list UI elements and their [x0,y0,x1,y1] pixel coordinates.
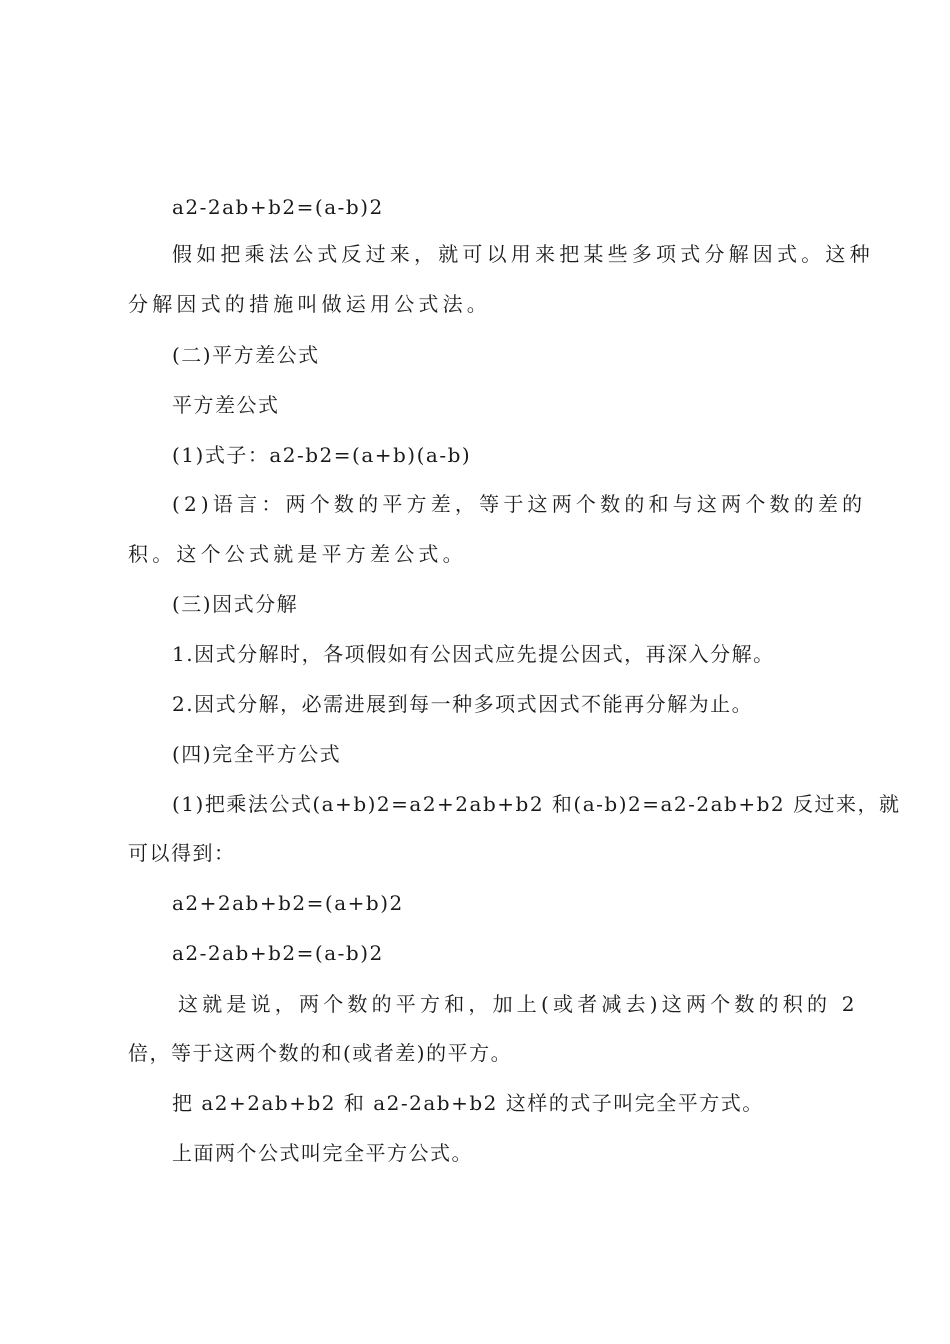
formula-line: a2-2ab+b2=(a-b)2 [172,195,384,219]
section-heading: (四)完全平方公式 [172,742,342,766]
paragraph-line: 可以得到： [128,841,236,865]
list-item: 2.因式分解，必需进展到每一种多项式因式不能再分解为止。 [172,692,754,716]
paragraph-line: 倍，等于这两个数的和(或者差)的平方。 [128,1041,513,1065]
paragraph-line: (2)语言：两个数的平方差，等于这两个数的和与这两个数的差的 [172,492,867,516]
paragraph-line: 上面两个公式叫完全平方公式。 [172,1141,473,1165]
section-heading: (三)因式分解 [172,592,299,616]
paragraph-line: (1)把乘法公式(a+b)2=a2+2ab+b2 和(a-b)2=a2-2ab+b2 反过来，就 [172,792,901,816]
paragraph-line: 把 a2+2ab+b2 和 a2-2ab+b2 这样的式子叫完全平方式。 [172,1091,764,1115]
subheading: 平方差公式 [172,393,280,417]
paragraph-line: 分解因式的措施叫做运用公式法。 [128,292,491,316]
formula-line: a2-2ab+b2=(a-b)2 [172,941,384,965]
paragraph-line: 假如把乘法公式反过来，就可以用来把某些多项式分解因式。这种 [172,242,874,266]
formula-line: a2+2ab+b2=(a+b)2 [172,891,404,915]
list-item: 1.因式分解时，各项假如有公因式应先提公因式，再深入分解。 [172,642,775,666]
paragraph-line: 这就是说，两个数的平方和，加上(或者减去)这两个数的积的 2 [178,992,859,1016]
paragraph-line: 积。这个公式就是平方差公式。 [128,542,467,566]
formula-line: (1)式子：a2-b2=(a+b)(a-b) [172,443,472,467]
section-heading: (二)平方差公式 [172,343,320,367]
